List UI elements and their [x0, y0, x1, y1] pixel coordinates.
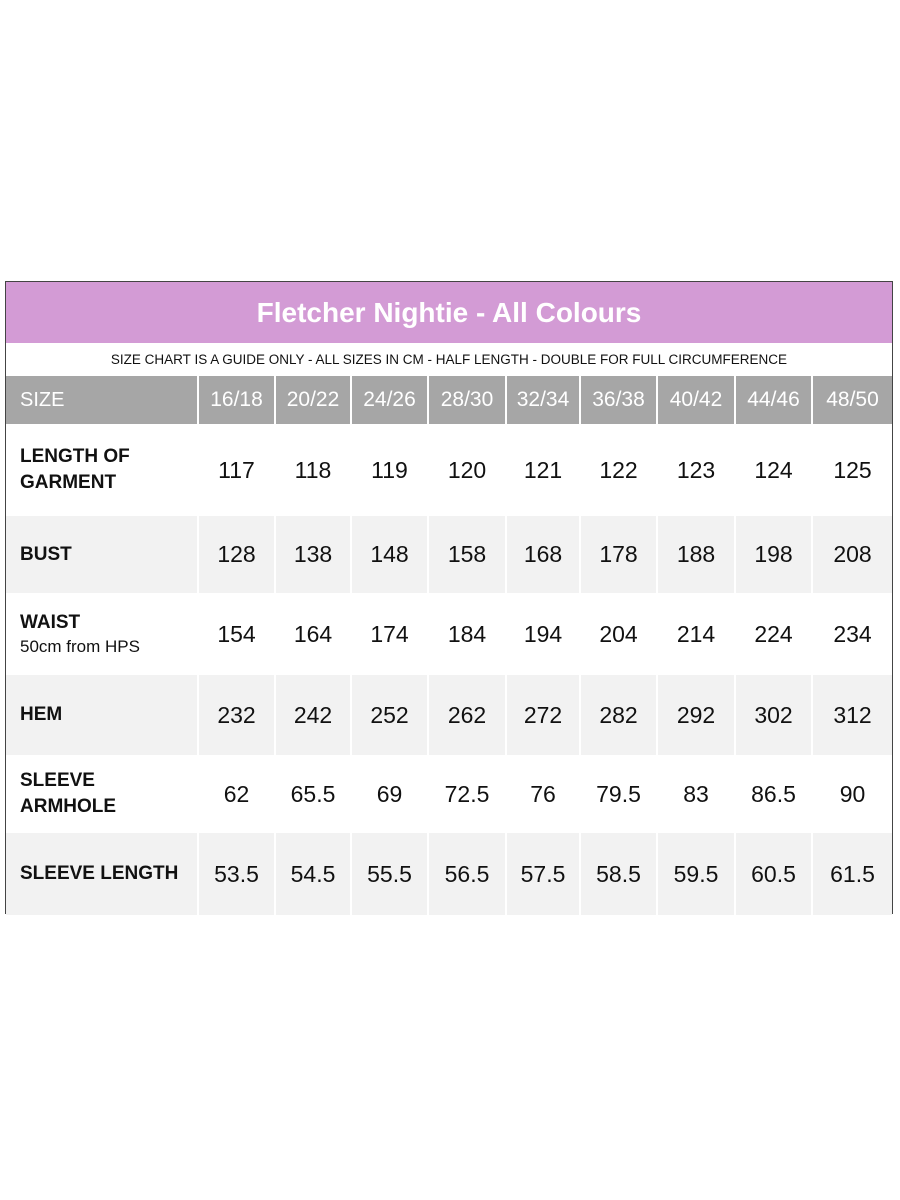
measurement-cell: 122 [581, 424, 658, 516]
size-header-cell: 16/18 [199, 376, 276, 424]
measurement-cell: 282 [581, 675, 658, 755]
chart-title: Fletcher Nightie - All Colours [6, 282, 892, 343]
table-row [6, 593, 892, 675]
measurement-cell: 65.5 [276, 755, 352, 833]
size-chart [5, 281, 893, 914]
measurement-cell: 118 [276, 424, 352, 516]
measurement-cell: 76 [507, 755, 581, 833]
measurement-cell: 242 [276, 675, 352, 755]
measurement-cell: 57.5 [507, 833, 581, 915]
size-header-cell: 24/26 [352, 376, 429, 424]
size-header-cell: 40/42 [658, 376, 736, 424]
measurement-cell: 224 [736, 593, 813, 675]
measurement-cell: 164 [276, 593, 352, 675]
measurement-cell: 188 [658, 516, 736, 593]
row-label-text: SLEEVE LENGTH [20, 863, 179, 884]
measurement-cell: 117 [199, 424, 276, 516]
measurement-cell: 55.5 [352, 833, 429, 915]
measurement-cell: 154 [199, 593, 276, 675]
row-label-text: HEM [20, 704, 63, 725]
measurement-cell: 252 [352, 675, 429, 755]
size-header-cell: 44/46 [736, 376, 813, 424]
measurement-cell: 53.5 [199, 833, 276, 915]
row-label [6, 516, 199, 593]
measurement-cell: 262 [429, 675, 507, 755]
table-row [6, 516, 892, 593]
measurement-cell: 234 [813, 593, 892, 675]
measurement-cell: 90 [813, 755, 892, 833]
measurement-cell: 119 [352, 424, 429, 516]
row-label [6, 675, 199, 755]
size-header-cell: 48/50 [813, 376, 892, 424]
measurement-cell: 184 [429, 593, 507, 675]
row-label-text: SLEEVE ARMHOLE [20, 770, 117, 817]
row-label [6, 755, 199, 833]
row-label-text: LENGTH OF GARMENT [20, 446, 130, 493]
size-header-cell: 32/34 [507, 376, 581, 424]
measurement-cell: 198 [736, 516, 813, 593]
measurement-cell: 128 [199, 516, 276, 593]
measurement-cell: 120 [429, 424, 507, 516]
measurement-cell: 60.5 [736, 833, 813, 915]
chart-subtitle: SIZE CHART IS A GUIDE ONLY - ALL SIZES IN CM - HALF LENGTH - DOUBLE FOR FULL CIRCUMFERENCE [110, 352, 788, 367]
measurement-cell: 208 [813, 516, 892, 593]
measurement-cell: 302 [736, 675, 813, 755]
measurement-cell: 56.5 [429, 833, 507, 915]
size-table [6, 376, 892, 915]
size-header-cell: 36/38 [581, 376, 658, 424]
measurement-cell: 69 [352, 755, 429, 833]
header-row [6, 376, 892, 424]
size-header-cell: 20/22 [276, 376, 352, 424]
table-row [6, 675, 892, 755]
measurement-cell: 194 [507, 593, 581, 675]
measurement-cell: 272 [507, 675, 581, 755]
measurement-cell: 178 [581, 516, 658, 593]
table-row [6, 424, 892, 516]
measurement-cell: 86.5 [736, 755, 813, 833]
measurement-cell: 62 [199, 755, 276, 833]
measurement-cell: 123 [658, 424, 736, 516]
measurement-cell: 158 [429, 516, 507, 593]
row-label [6, 593, 199, 675]
measurement-cell: 138 [276, 516, 352, 593]
measurement-cell: 204 [581, 593, 658, 675]
measurement-cell: 312 [813, 675, 892, 755]
measurement-cell: 292 [658, 675, 736, 755]
measurement-cell: 174 [352, 593, 429, 675]
measurement-cell: 168 [507, 516, 581, 593]
row-label-note: 50cm from HPS [20, 637, 140, 656]
measurement-cell: 72.5 [429, 755, 507, 833]
measurement-cell: 148 [352, 516, 429, 593]
measurement-cell: 214 [658, 593, 736, 675]
row-label-text: WAIST [20, 612, 81, 633]
measurement-cell: 232 [199, 675, 276, 755]
size-column-header: SIZE [6, 376, 199, 424]
measurement-cell: 61.5 [813, 833, 892, 915]
row-label [6, 424, 199, 516]
table-row [6, 833, 892, 915]
measurement-cell: 54.5 [276, 833, 352, 915]
measurement-cell: 58.5 [581, 833, 658, 915]
measurement-cell: 125 [813, 424, 892, 516]
row-label [6, 833, 199, 915]
measurement-cell: 83 [658, 755, 736, 833]
measurement-cell: 121 [507, 424, 581, 516]
row-label-text: BUST [20, 543, 72, 565]
measurement-cell: 59.5 [658, 833, 736, 915]
table-row [6, 755, 892, 833]
measurement-cell: 124 [736, 424, 813, 516]
measurement-cell: 79.5 [581, 755, 658, 833]
size-header-cell: 28/30 [429, 376, 507, 424]
